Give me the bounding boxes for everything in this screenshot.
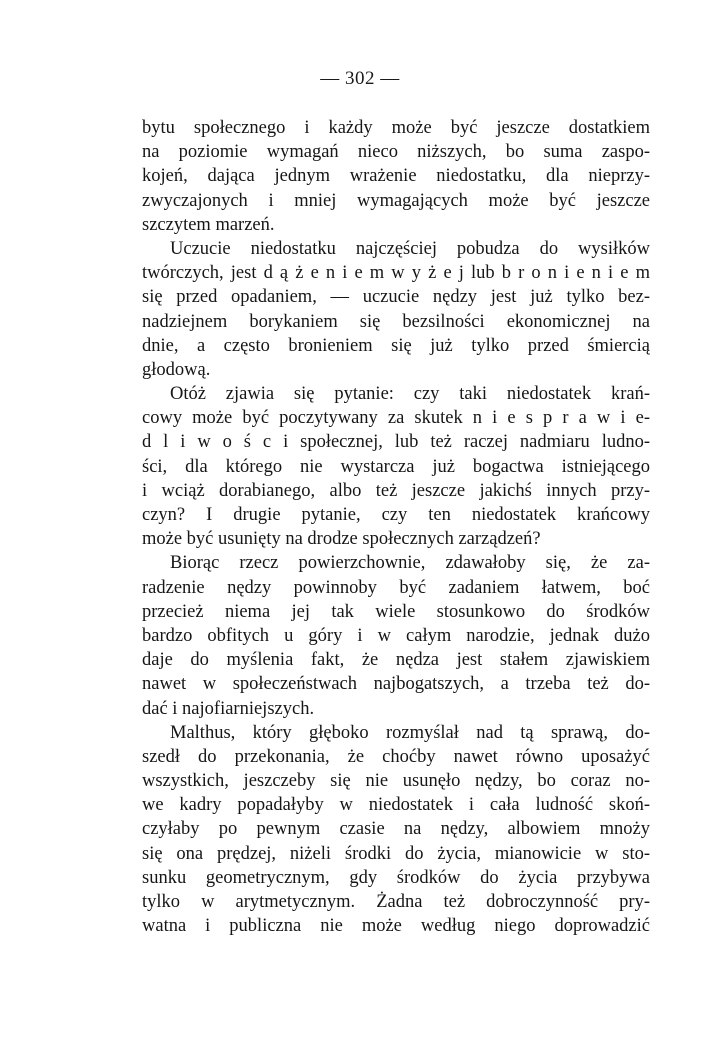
text-line: we kadry popadałyby w niedostatek i cała ludność skoń- <box>142 795 650 816</box>
text-line: może być usunięty na drodze społecznych zarządzeń? <box>142 529 541 550</box>
text-line: Otóż zjawia się pytanie: czy taki niedostatek krań- <box>170 384 650 405</box>
text-line: szczytem marzeń. <box>142 214 275 235</box>
text-line: na poziomie wymagań nieco niższych, bo suma zaspo- <box>142 142 650 163</box>
text-line: dnie, a często bronieniem się już tylko przed śmiercią <box>142 335 650 356</box>
text-line: się ona prędzej, niżeli środki do życia, mianowicie w sto- <box>142 843 650 864</box>
text-line: bardzo obfitych u góry i w całym narodzie, jednak dużo <box>142 625 650 646</box>
page-number: — 302 — <box>320 68 400 89</box>
text-line: wszystkich, jeszczeby się nie usunęło nędzy, bo coraz no- <box>142 771 650 792</box>
text-line: sunku geometrycznym, gdy środków do życia przybywa <box>142 867 650 888</box>
text-line: nadziejnem borykaniem się bezsilności ekonomicznej na <box>142 311 650 332</box>
text-line: i wciąż dorabianego, albo też jeszcze jakichś innych przy- <box>142 480 650 501</box>
text-line: szedł do przekonania, że choćby nawet równo uposażyć <box>142 746 650 767</box>
text-line: nawet w społeczeństwach najbogatszych, a trzeba też do- <box>142 674 650 695</box>
text-line: czyn? I drugie pytanie, czy ten niedostatek krańcowy <box>142 505 650 525</box>
text-line: daje do myślenia fakt, że nędza jest stałem zjawiskiem <box>142 650 650 671</box>
text-line: czyłaby po pewnym czasie na nędzy, albowiem mnoży <box>142 819 650 840</box>
text-line: twórczych, jest d ą ż e n i e m w y ż e j lub b r o n i e n i e m <box>142 263 650 284</box>
text-line: bytu społecznego i każdy może być jeszcze dostatkiem <box>142 118 650 138</box>
text-line: ści, dla którego nie wystarcza już bogactwa istniejącego <box>142 456 650 477</box>
text-line: tylko w arytmetycznym. Żadna też dobroczynność pry- <box>142 892 650 912</box>
text-line: kojeń, dająca jednym wrażenie niedostatku, dla nieprzy- <box>142 166 650 187</box>
text-line: watna i publiczna nie może według niego doprowadzić <box>142 916 650 937</box>
text-line: radzenie nędzy powinnoby być zadaniem łatwem, boć <box>142 577 650 598</box>
text-line: Biorąc rzecz powierzchownie, zdawałoby się, że za- <box>170 553 650 574</box>
text-line: zwyczajonych i mniej wymagających może być jeszcze <box>142 190 650 211</box>
text-line: głodową. <box>142 359 211 380</box>
text-line: się przed opadaniem, — uczucie nędzy jest już tylko bez- <box>142 287 650 308</box>
text-line: Malthus, który głęboko rozmyślał nad tą sprawą, do- <box>170 722 650 743</box>
text-line: przecież niema jej tak wiele stosunkowo do środków <box>142 601 650 622</box>
body-text <box>142 116 650 938</box>
text-line: d l i w o ś c i społecznej, lub też raczej nadmiaru ludno- <box>142 432 650 453</box>
text-line: dać i najofiarniejszych. <box>142 698 315 719</box>
text-line: cowy może być poczytywany za skutek n i e s p r a w i e- <box>142 408 650 429</box>
text-line: Uczucie niedostatku najczęściej pobudza do wysiłków <box>170 238 650 259</box>
